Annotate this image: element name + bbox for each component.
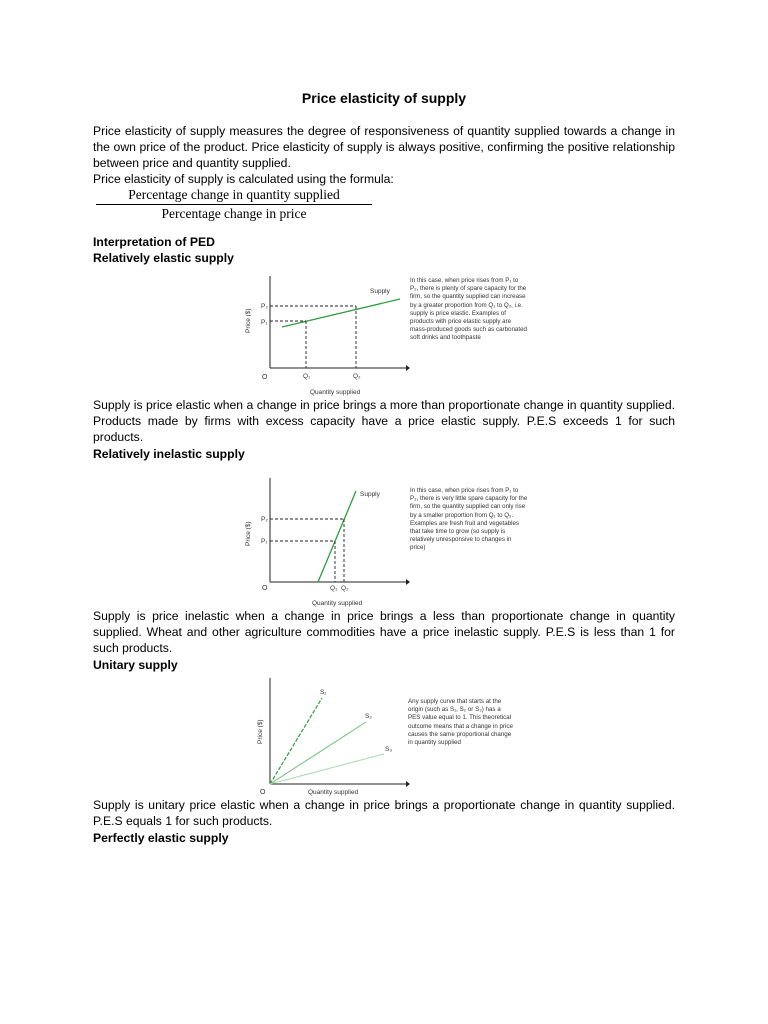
unitary-supply-diagram (240, 672, 410, 798)
page-title: Price elasticity of supply (301, 90, 467, 106)
interpretation-heading: Interpretation of PED (93, 235, 215, 249)
y-axis-label: Price ($) (257, 719, 264, 744)
elastic-diagram-note: In this case, when price rises from P₁ to P₂, there is plenty of spare capacity for the firm, so the quantity supplied can increase by a greater proportion from Q₁ to Q₂, i.e. supply is price elastic. Examples of products with price elastic supply are mass-produced goods such as carbonated soft drinks and toothpaste (410, 277, 527, 342)
x-axis-label: Quantity supplied (310, 389, 361, 396)
supply-curve (282, 299, 400, 327)
elastic-heading: Relatively elastic supply (93, 251, 234, 265)
p1-label: P₁ (261, 538, 268, 545)
unitary-body: Supply is unitary price elastic when a change in price brings a proportionate change in quantity supplied. P.E.S equals 1 for such products. (93, 798, 675, 828)
supply-curve-label: Supply (370, 288, 390, 295)
origin-label: O (262, 585, 268, 592)
inelastic-heading: Relatively inelastic supply (93, 447, 245, 461)
unitary-heading: Unitary supply (93, 658, 178, 672)
q2-label: Q₂ (341, 585, 349, 592)
intro-paragraph: Price elasticity of supply measures the degree of responsiveness of quantity supplied towards a change in the own price of the product. Price elasticity of supply is always positive, confirming the positive relationship between price and quantity supplied. (93, 124, 675, 170)
p2-label: P₂ (261, 516, 268, 523)
s1-label: S₁ (320, 689, 327, 696)
elastic-supply-diagram (240, 268, 410, 398)
formula-denominator: Percentage change in price (161, 206, 307, 221)
x-axis-label: Quantity supplied (312, 600, 363, 607)
x-axis-arrow (406, 579, 410, 585)
x-axis-label: Quantity supplied (308, 789, 359, 796)
y-axis-label: Price ($) (245, 521, 252, 546)
s3-curve (270, 754, 384, 784)
x-axis-arrow (406, 365, 410, 371)
formula-numerator: Percentage change in quantity supplied (96, 187, 372, 205)
inelastic-diagram-note: In this case, when price rises from P₁ to P₂, there is very little spare capacity for the firm, so the quantity supplied can only rise by a smaller proportion from Q₁ to Q₂. Examples are fresh fruit and vegetables that take time to grow (so supply is relatively unresponsive to changes in price) (410, 487, 528, 552)
x-axis-arrow (406, 781, 410, 787)
y-axis-label: Price ($) (245, 308, 252, 333)
p2-label: P₂ (261, 303, 268, 310)
q1-label: Q₁ (303, 373, 311, 380)
s2-curve (270, 722, 366, 784)
formula (96, 187, 372, 222)
p1-label: P₁ (261, 319, 268, 326)
s2-label: S₂ (365, 713, 372, 720)
s1-curve (270, 698, 322, 784)
q1-label: Q₁ (330, 585, 338, 592)
origin-label: O (262, 374, 268, 381)
formula-intro: Price elasticity of supply is calculated using the formula: (93, 172, 394, 186)
inelastic-supply-diagram (240, 474, 410, 610)
elastic-body: Supply is price elastic when a change in price brings a more than proportionate change in quantity supplied. Products made by firms with excess capacity have a price elastic supply. P.E.S exceeds 1 for such products. (93, 398, 675, 444)
perfectly-elastic-heading: Perfectly elastic supply (93, 831, 229, 845)
origin-label: O (260, 789, 266, 796)
s3-label: S₃ (385, 746, 392, 753)
inelastic-body: Supply is price inelastic when a change in price brings a less than proportionate change in quantity supplied. Wheat and other agriculture commodities have a price inelastic supply. P.E.S is less than 1 for such products. (93, 609, 675, 655)
supply-curve-label: Supply (360, 491, 380, 498)
q2-label: Q₂ (353, 373, 361, 380)
unitary-diagram-note: Any supply curve that starts at the origin (such as S₁, S₂ or S₃) has a PES value equal to 1. This theoretical outcome means that a change in price causes the same proportional change in quantity supplied (408, 698, 513, 747)
supply-curve (318, 491, 356, 582)
